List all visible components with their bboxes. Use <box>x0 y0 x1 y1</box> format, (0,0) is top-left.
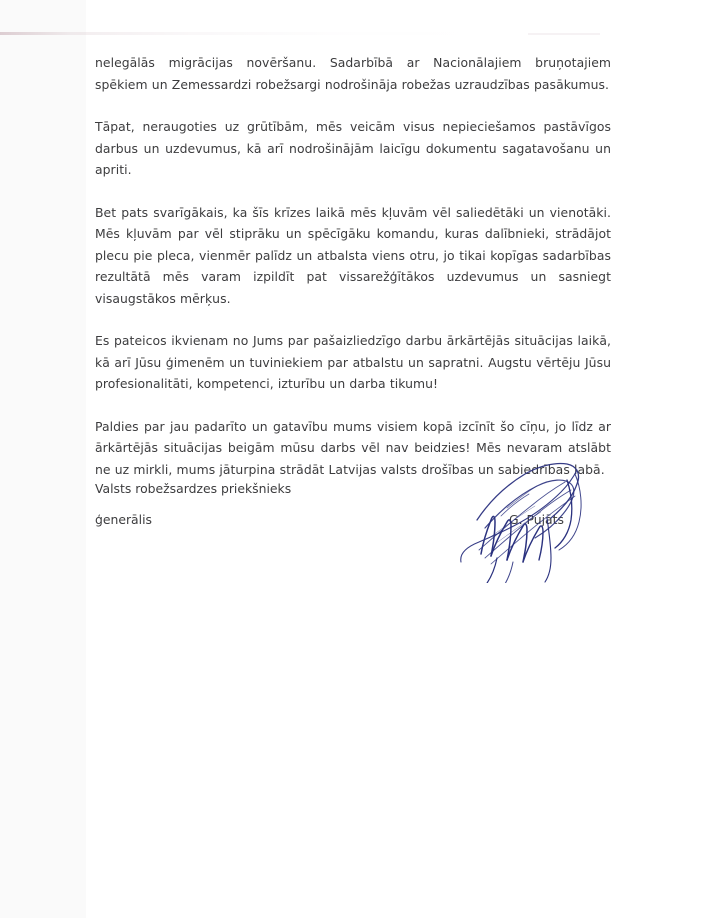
letter-body <box>95 52 611 480</box>
signature-block <box>95 478 611 588</box>
paragraph-5: Paldies par jau padarīto un gatavību mums visiem kopā izcīnīt šo cīņu, jo līdz ar ārkārtējās situācijas beigām mūsu darbs vēl nav beidzies! Mēs nevaram atslābt ne uz mirkli, mums jāturpina strādāt Latvijas valsts drošības un sabiedrības labā. <box>95 418 611 477</box>
paragraph-1: nelegālās migrācijas novēršanu. Sadarbībā ar Nacionālajiem bruņotajiem spēkiem un Zemessardzi robežsargi nodrošināja robežas uzraudzības pasākumus. <box>95 55 611 92</box>
signer-name: G. Pujāts <box>509 512 564 527</box>
scan-edge-shading <box>0 0 86 918</box>
paragraph-2: Tāpat, neraugoties uz grūtībām, mēs veicām visus nepieciešamos pastāvīgos darbus un uzdevumus, kā arī nodrošinājām laicīgu dokumentu sagatavošanu un apriti. <box>95 119 611 177</box>
paragraph-3: Bet pats svarīgākais, ka šīs krīzes laikā mēs kļuvām vēl saliedētāki un vienotāki. Mēs kļuvām par vēl stiprāku un spēcīgāku komandu, kuras dalībnieki, strādājot plecu pie pleca, vienmēr palīdz un atbalsta viens otru, jo tikai kopīgas sadarbības rezultātā mēs varam izpildīt pat vissarežģītākos uzdevumus un sasniegt visaugstākos mērķus. <box>95 204 611 306</box>
signer-rank: ģenerālis <box>95 512 152 527</box>
scan-artifact-line-right <box>528 33 600 35</box>
signer-role: Valsts robežsardzes priekšnieks <box>95 481 292 496</box>
scan-artifact-line <box>0 32 480 35</box>
paragraph-4: Es pateicos ikvienam no Jums par pašaizliedzīgo darbu ārkārtējās situācijas laikā, kā arī Jūsu ģimenēm un tuviniekiem par atbalstu un sapratni. Augstu vērtēju Jūsu profesionalitāti, kompetenci, izturību un darba tikumu! <box>95 333 611 391</box>
